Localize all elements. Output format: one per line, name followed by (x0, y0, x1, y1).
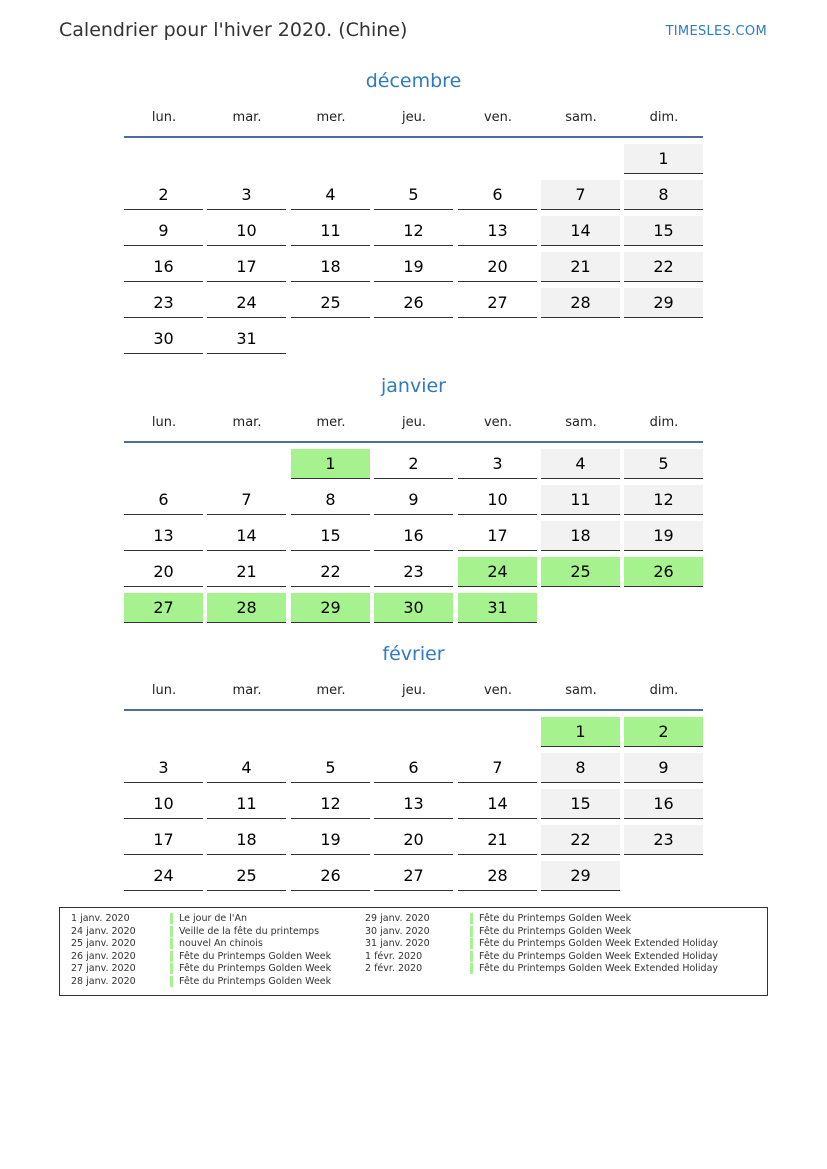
weekday-label: jeu. (402, 683, 426, 698)
day-cell: 15 (291, 521, 370, 551)
legend-holiday-name: Fête du Printemps Golden Week (170, 976, 331, 987)
legend-holiday-name: Fête du Printemps Golden Week Extended Holiday (470, 963, 718, 974)
day-cell: 10 (458, 485, 537, 515)
legend-holiday-name: Fête du Printemps Golden Week (470, 913, 631, 924)
day-cell: 8 (291, 485, 370, 515)
weekday-label: mer. (316, 110, 346, 125)
day-cell: 29 (291, 593, 370, 623)
weekday-label: dim. (649, 110, 679, 125)
day-cell: 25 (291, 288, 370, 318)
page-title: Calendrier pour l'hiver 2020. (Chine) (59, 19, 408, 41)
day-cell: 27 (374, 861, 453, 891)
day-cell: 8 (624, 180, 703, 210)
weekday-label: sam. (565, 415, 597, 430)
day-cell: 17 (124, 825, 203, 855)
weekday-label: ven. (483, 683, 513, 698)
day-cell: 25 (207, 861, 286, 891)
day-cell: 20 (374, 825, 453, 855)
day-cell: 5 (291, 753, 370, 783)
day-cell: 22 (291, 557, 370, 587)
day-cell: 20 (124, 557, 203, 587)
day-cell: 21 (541, 252, 620, 282)
day-cell: 9 (374, 485, 453, 515)
day-cell: 3 (124, 753, 203, 783)
day-cell: 21 (458, 825, 537, 855)
day-cell: 4 (541, 449, 620, 479)
weekday-label: sam. (565, 110, 597, 125)
day-cell: 4 (291, 180, 370, 210)
legend-date: 31 janv. 2020 (365, 938, 430, 949)
weekday-label: lun. (151, 415, 177, 430)
legend-holiday-name: Fête du Printemps Golden Week (170, 951, 331, 962)
day-cell: 26 (291, 861, 370, 891)
day-cell: 26 (374, 288, 453, 318)
day-cell: 9 (624, 753, 703, 783)
month-title: janvier (381, 375, 446, 397)
day-cell: 31 (458, 593, 537, 623)
day-cell: 12 (624, 485, 703, 515)
day-cell: 18 (291, 252, 370, 282)
day-cell: 30 (374, 593, 453, 623)
day-cell: 24 (207, 288, 286, 318)
month-title: février (382, 643, 445, 665)
day-cell: 15 (541, 789, 620, 819)
weekday-label: mar. (232, 110, 262, 125)
month-title: décembre (365, 70, 462, 92)
weekday-label: jeu. (402, 110, 426, 125)
day-cell: 28 (207, 593, 286, 623)
weekday-label: mar. (232, 415, 262, 430)
day-cell: 10 (207, 216, 286, 246)
weekday-label: lun. (151, 683, 177, 698)
day-cell: 24 (458, 557, 537, 587)
legend-date: 1 févr. 2020 (365, 950, 423, 962)
day-cell: 28 (541, 288, 620, 318)
day-cell: 18 (541, 521, 620, 551)
legend-holiday-name: nouvel An chinois (170, 938, 263, 949)
day-cell: 3 (458, 449, 537, 479)
day-cell: 25 (541, 557, 620, 587)
day-cell: 24 (124, 861, 203, 891)
day-cell: 6 (374, 753, 453, 783)
day-cell: 9 (124, 216, 203, 246)
day-cell: 11 (207, 789, 286, 819)
site-link[interactable]: TIMESLES.COM (665, 24, 767, 39)
day-cell: 23 (124, 288, 203, 318)
day-cell: 2 (374, 449, 453, 479)
day-cell: 27 (124, 593, 203, 623)
legend-holiday-name: Fête du Printemps Golden Week Extended Holiday (470, 938, 718, 949)
day-cell: 16 (374, 521, 453, 551)
month-header-rule (124, 441, 703, 443)
weekday-label: mar. (232, 683, 262, 698)
day-cell: 18 (207, 825, 286, 855)
holiday-legend (59, 907, 768, 996)
weekday-label: jeu. (402, 415, 426, 430)
weekday-label: mer. (316, 683, 346, 698)
month-header-rule (124, 709, 703, 711)
day-cell: 5 (374, 180, 453, 210)
day-cell: 3 (207, 180, 286, 210)
day-cell: 14 (207, 521, 286, 551)
day-cell: 31 (207, 324, 286, 354)
legend-date: 25 janv. 2020 (71, 938, 136, 949)
day-cell: 30 (124, 324, 203, 354)
day-cell: 16 (124, 252, 203, 282)
month-header-rule (124, 136, 703, 138)
day-cell: 20 (458, 252, 537, 282)
day-cell: 17 (207, 252, 286, 282)
legend-date: 27 janv. 2020 (71, 963, 136, 974)
day-cell: 8 (541, 753, 620, 783)
day-cell: 19 (291, 825, 370, 855)
legend-date: 30 janv. 2020 (365, 925, 430, 937)
day-cell: 4 (207, 753, 286, 783)
legend-holiday-name: Fête du Printemps Golden Week (170, 963, 331, 974)
day-cell: 19 (374, 252, 453, 282)
day-cell: 23 (624, 825, 703, 855)
day-cell: 6 (124, 485, 203, 515)
day-cell: 19 (624, 521, 703, 551)
legend-date: 28 janv. 2020 (71, 975, 136, 987)
day-cell: 26 (624, 557, 703, 587)
day-cell: 29 (541, 861, 620, 891)
day-cell: 17 (458, 521, 537, 551)
day-cell: 7 (541, 180, 620, 210)
legend-holiday-name: Fête du Printemps Golden Week (470, 926, 631, 937)
weekday-label: dim. (649, 415, 679, 430)
day-cell: 14 (541, 216, 620, 246)
day-cell: 2 (624, 717, 703, 747)
weekday-label: mer. (316, 415, 346, 430)
day-cell: 22 (624, 252, 703, 282)
legend-holiday-name: Le jour de l'An (170, 913, 247, 924)
legend-holiday-name: Fête du Printemps Golden Week Extended Holiday (470, 951, 718, 962)
day-cell: 7 (458, 753, 537, 783)
legend-date: 1 janv. 2020 (71, 913, 130, 924)
day-cell: 12 (291, 789, 370, 819)
day-cell: 2 (124, 180, 203, 210)
weekday-label: lun. (151, 110, 177, 125)
legend-date: 2 févr. 2020 (365, 963, 423, 974)
day-cell: 22 (541, 825, 620, 855)
day-cell: 5 (624, 449, 703, 479)
weekday-label: ven. (483, 415, 513, 430)
day-cell: 1 (291, 449, 370, 479)
day-cell: 11 (291, 216, 370, 246)
day-cell: 10 (124, 789, 203, 819)
day-cell: 28 (458, 861, 537, 891)
day-cell: 14 (458, 789, 537, 819)
day-cell: 11 (541, 485, 620, 515)
day-cell: 12 (374, 216, 453, 246)
day-cell: 21 (207, 557, 286, 587)
day-cell: 6 (458, 180, 537, 210)
day-cell: 13 (458, 216, 537, 246)
day-cell: 7 (207, 485, 286, 515)
day-cell: 27 (458, 288, 537, 318)
weekday-label: ven. (483, 110, 513, 125)
day-cell: 23 (374, 557, 453, 587)
legend-date: 24 janv. 2020 (71, 925, 136, 937)
legend-holiday-name: Veille de la fête du printemps (170, 926, 319, 937)
day-cell: 1 (541, 717, 620, 747)
weekday-label: dim. (649, 683, 679, 698)
day-cell: 13 (374, 789, 453, 819)
day-cell: 15 (624, 216, 703, 246)
day-cell: 16 (624, 789, 703, 819)
legend-date: 29 janv. 2020 (365, 913, 430, 924)
weekday-label: sam. (565, 683, 597, 698)
legend-date: 26 janv. 2020 (71, 950, 136, 962)
day-cell: 29 (624, 288, 703, 318)
day-cell: 1 (624, 144, 703, 174)
day-cell: 13 (124, 521, 203, 551)
